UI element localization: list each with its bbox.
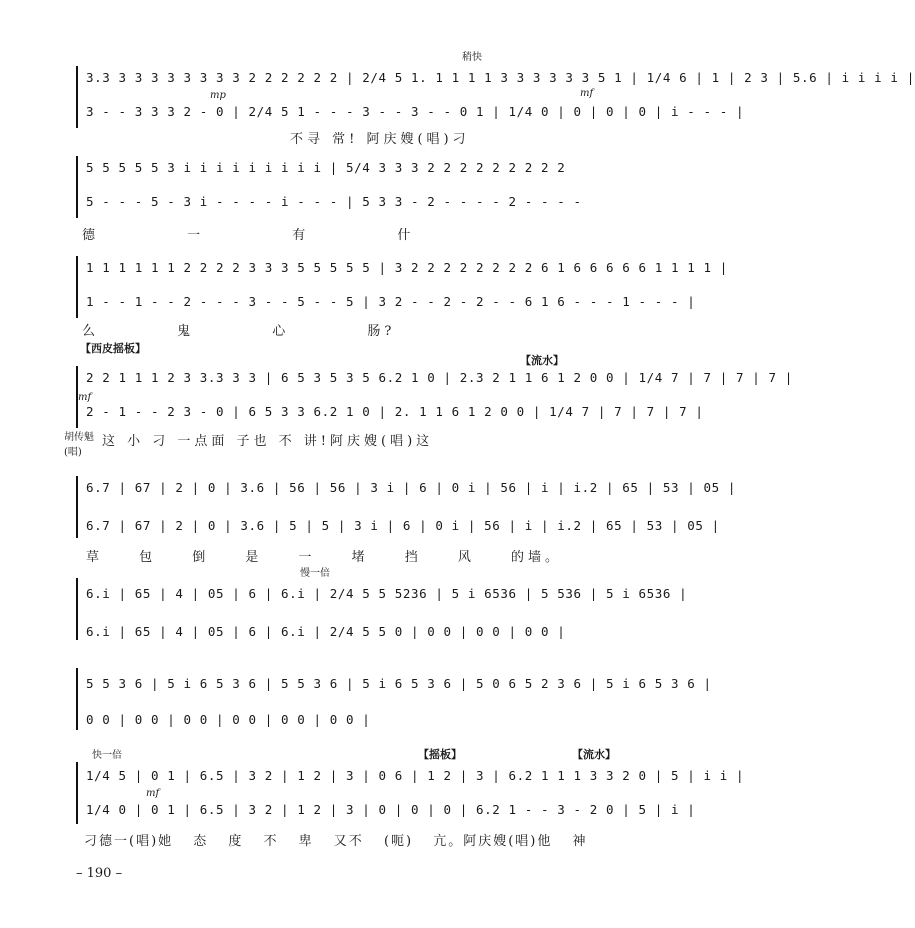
section-marker: 【流水】 <box>572 748 616 761</box>
melody-row: 1 1 1 1 1 1 2 2 2 2 3 3 3 5 5 5 5 5 | 3 2 2 2 2 2 2 2 2 6 1 6 6 6 6 6 1 1 1 1 | <box>86 260 728 275</box>
speaker-label: 胡传魁(唱) <box>64 432 94 458</box>
system-brace <box>76 476 82 538</box>
melody-row: 6.7 | 67 | 2 | 0 | 3.6 | 56 | 56 | 3 i | 6 | 0 i | 56 | i | i.2 | 65 | 53 | 05 | <box>86 480 737 495</box>
system-brace <box>76 156 82 218</box>
lyrics-line: 么 鬼 心 肠? <box>82 324 396 339</box>
dynamic-marking: mf <box>78 392 92 403</box>
accompaniment-row: 5 - - - 5 - 3 i - - - - i - - - | 5 3 3 - 2 - - - - 2 - - - - <box>86 194 582 209</box>
accompaniment-row: 0 0 | 0 0 | 0 0 | 0 0 | 0 0 | 0 0 | <box>86 712 371 727</box>
lyrics-line: 这 小 刁 一点面 子也 不 讲!阿庆嫂(唱)这 <box>102 434 434 449</box>
system-brace <box>76 762 82 824</box>
system-brace <box>76 668 82 730</box>
lyrics-line: 不寻 常! 阿庆嫂(唱)刁 <box>290 132 470 147</box>
accompaniment-row: 2 - 1 - - 2 3 - 0 | 6 5 3 3 6.2 1 0 | 2. 1 1 6 1 2 0 0 | 1/4 7 | 7 | 7 | 7 | <box>86 404 704 419</box>
lyrics-line: 刁德一(唱)她 态 度 不 卑 又不 (呃) 亢。阿庆嫂(唱)他 神 <box>84 834 588 849</box>
melody-row: 6.i | 65 | 4 | 05 | 6 | 6.i | 2/4 5 5 5236 | 5 i 6536 | 5 536 | 5 i 6536 | <box>86 586 688 601</box>
melody-row: 5 5 5 5 5 3 i i i i i i i i i | 5/4 3 3 3 2 2 2 2 2 2 2 2 2 <box>86 160 566 175</box>
lyrics-line: 草 包 倒 是 一 堵 挡 风 的墙。 <box>86 550 563 565</box>
dynamic-marking: mf <box>146 788 160 799</box>
melody-row: 1/4 5 | 0 1 | 6.5 | 3 2 | 1 2 | 3 | 0 6 | 1 2 | 3 | 6.2 1 1 1 3 3 2 0 | 5 | i i | <box>86 768 745 783</box>
page-number: – 190 – <box>76 866 123 881</box>
accompaniment-row: 3 - - 3 3 3 2 - 0 | 2/4 5 1 - - - 3 - - 3 - - 0 1 | 1/4 0 | 0 | 0 | 0 | i - - - | <box>86 104 745 119</box>
section-marker: 【摇板】 <box>418 748 462 761</box>
section-marker: 【流水】 <box>520 354 564 367</box>
dynamic-marking: mp <box>210 90 226 101</box>
dynamic-marking: mf <box>580 88 594 99</box>
system-brace <box>76 66 82 128</box>
system-brace <box>76 578 82 640</box>
melody-row: 2 2 1 1 1 2 3 3.3 3 3 | 6 5 3 5 3 5 6.2 1 0 | 2.3 2 1 1 6 1 2 0 0 | 1/4 7 | 7 | 7 | 7 | <box>86 370 793 385</box>
tempo-marking: 稍快 <box>462 52 482 63</box>
section-marker: 【西皮摇板】 <box>80 342 146 355</box>
tempo-marking: 慢一倍 <box>300 568 330 579</box>
lyrics-line: 德 一 有 什 <box>82 228 415 243</box>
accompaniment-row: 6.7 | 67 | 2 | 0 | 3.6 | 5 | 5 | 3 i | 6 | 0 i | 56 | i | i.2 | 65 | 53 | 05 | <box>86 518 720 533</box>
accompaniment-row: 1/4 0 | 0 1 | 6.5 | 3 2 | 1 2 | 3 | 0 | 0 | 0 | 6.2 1 - - 3 - 2 0 | 5 | i | <box>86 802 696 817</box>
accompaniment-row: 6.i | 65 | 4 | 05 | 6 | 6.i | 2/4 5 5 0 | 0 0 | 0 0 | 0 0 | <box>86 624 566 639</box>
melody-row: 5 5 3 6 | 5 i 6 5 3 6 | 5 5 3 6 | 5 i 6 5 3 6 | 5 0 6 5 2 3 6 | 5 i 6 5 3 6 | <box>86 676 712 691</box>
accompaniment-row: 1 - - 1 - - 2 - - - 3 - - 5 - - 5 | 3 2 - - 2 - 2 - - 6 1 6 - - - 1 - - - | <box>86 294 696 309</box>
tempo-marking: 快一倍 <box>92 750 122 761</box>
system-brace <box>76 256 82 318</box>
melody-row: 3.3 3 3 3 3 3 3 3 3 2 2 2 2 2 2 | 2/4 5 1. 1 1 1 1 3 3 3 3 3 3 5 1 | 1/4 6 | 1 | 2 3 | 5.6 | i i i i | <box>86 70 915 85</box>
